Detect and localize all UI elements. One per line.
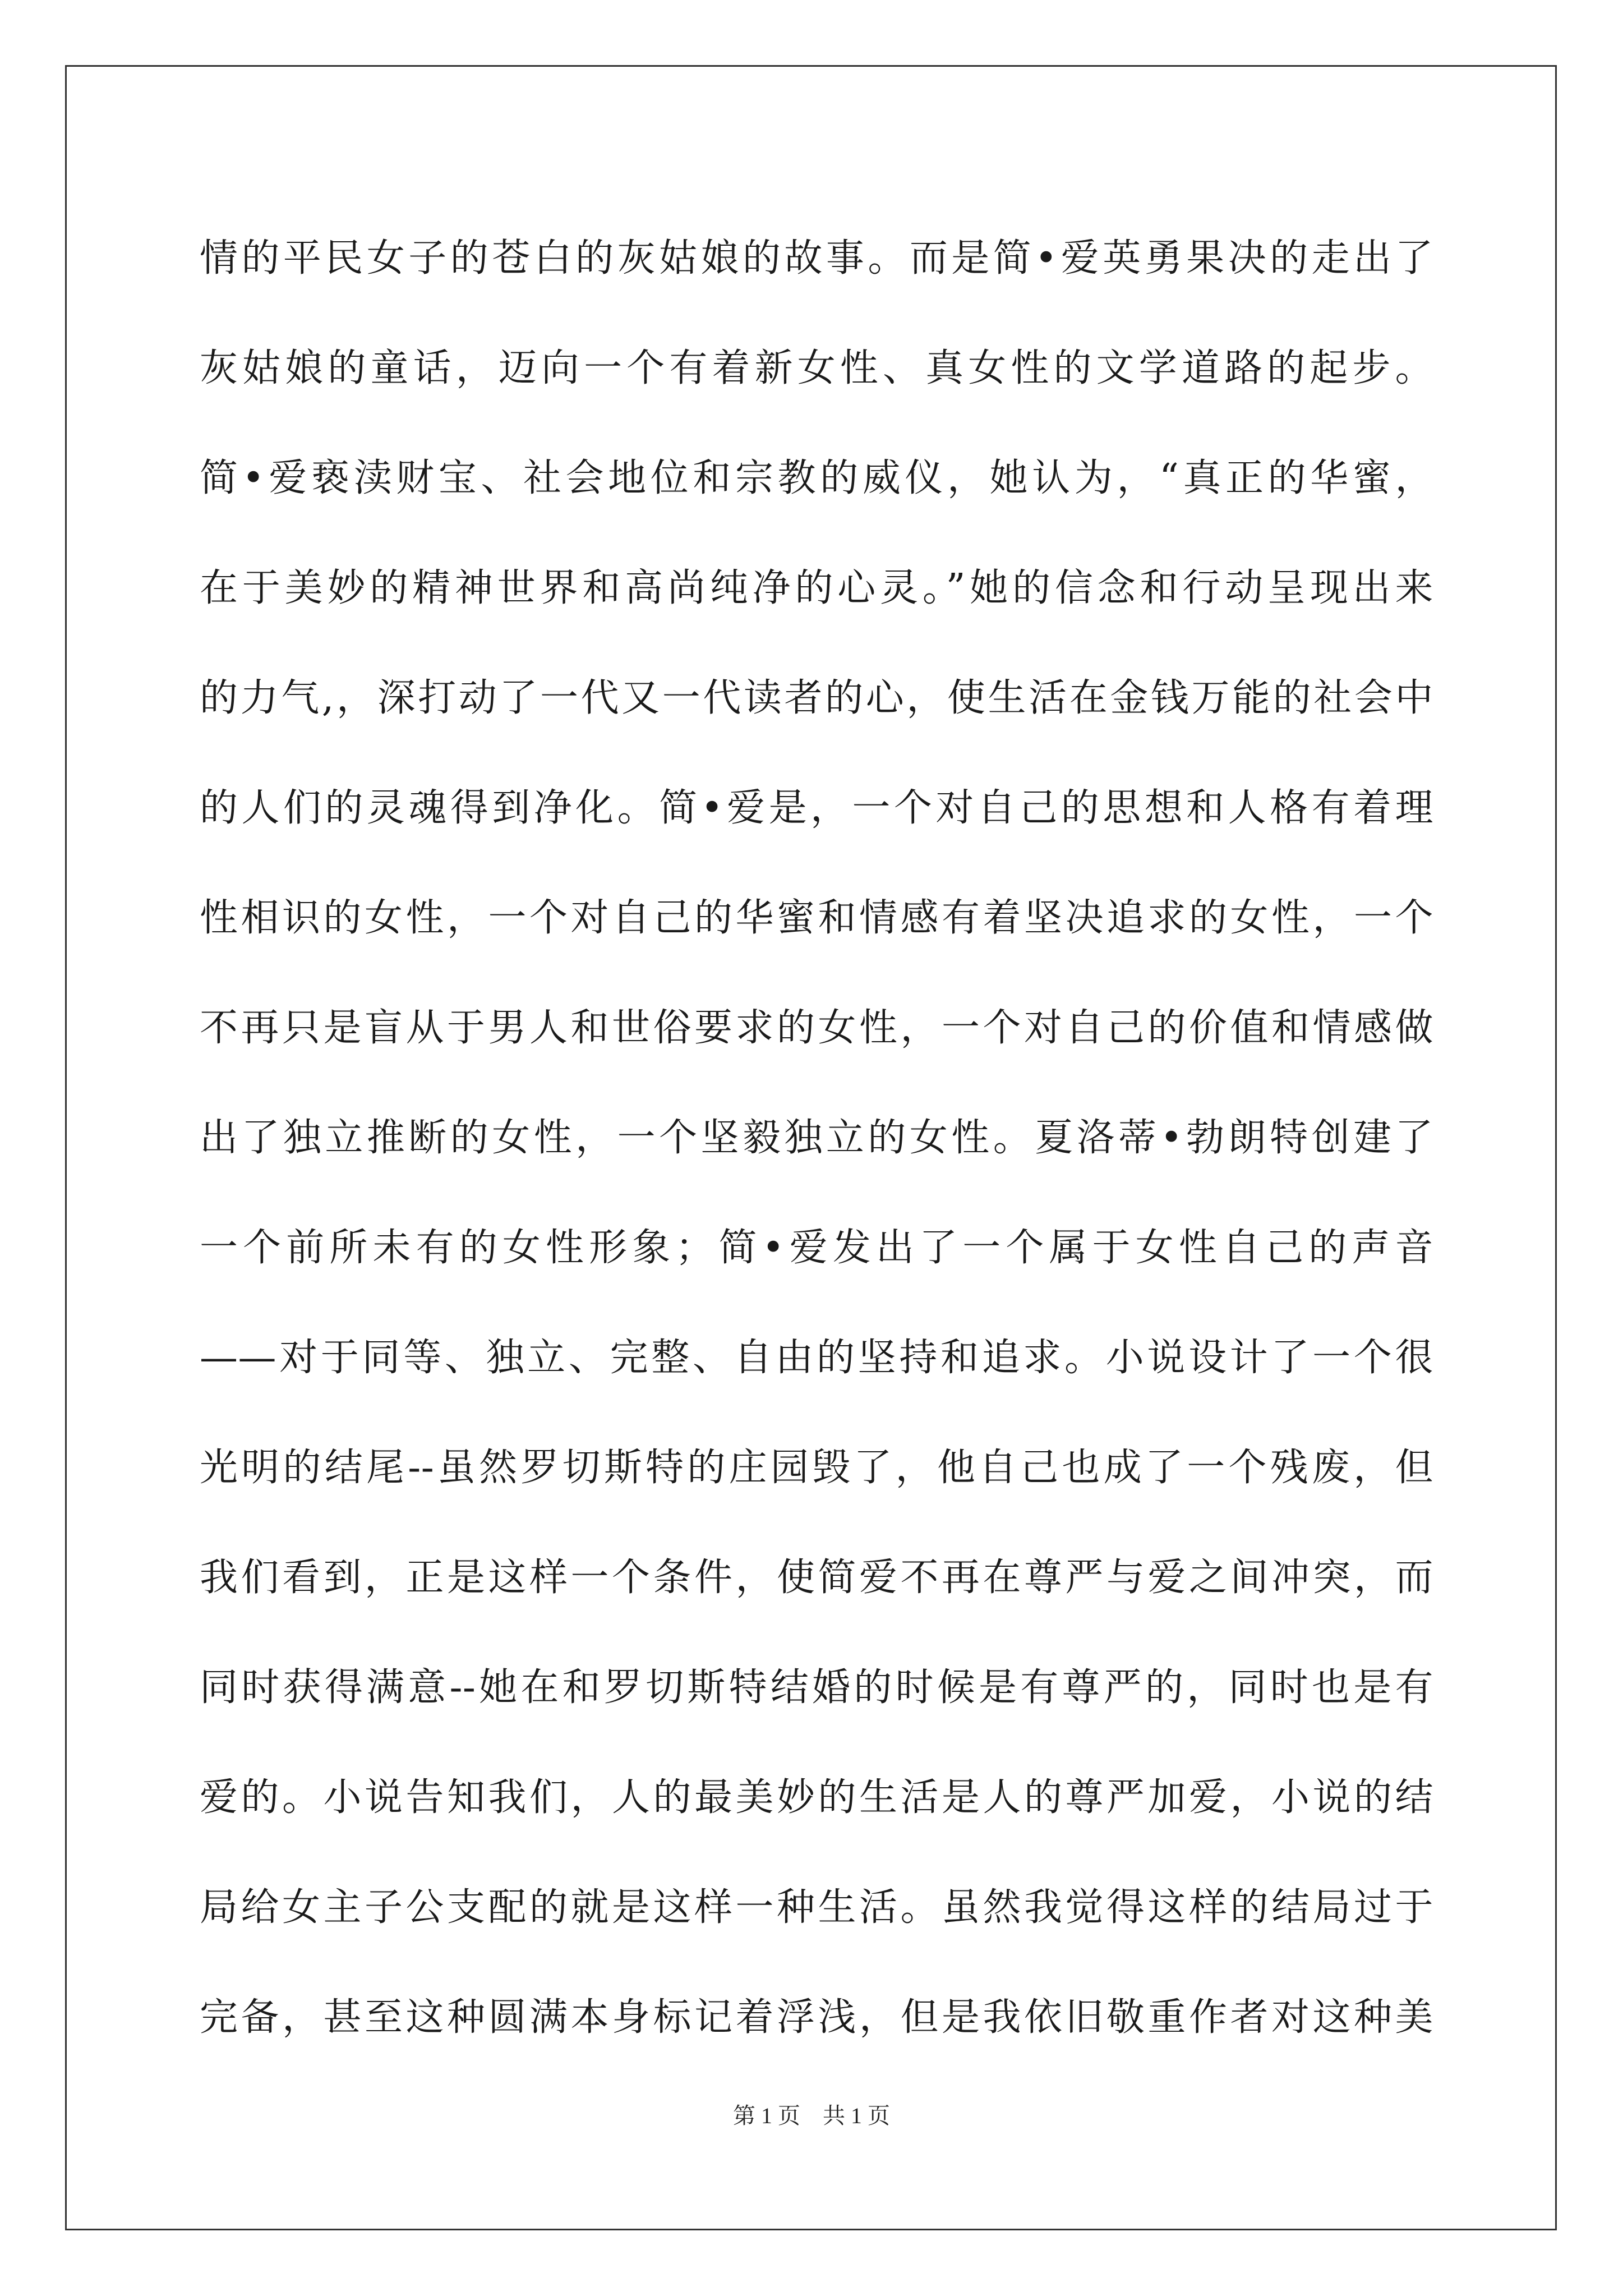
text-line: 完备，甚至这种圆满本身标记着浮浅，但是我依旧敬重作者对这种美 xyxy=(200,1995,1433,2040)
text-line: 同时获得满意--她在和罗切斯特结婚的时候是有尊严的，同时也是有 xyxy=(200,1665,1433,1710)
text-line: ——对于同等、独立、完整、自由的坚持和追求。小说设计了一个很 xyxy=(200,1336,1433,1380)
text-line: 我们看到，正是这样一个条件，使简爱不再在尊严与爱之间冲突，而 xyxy=(200,1556,1433,1600)
text-line: 局给女主子公支配的就是这样一种生活。虽然我觉得这样的结局过于 xyxy=(200,1885,1433,1930)
text-line: 性相识的女性，一个对自己的华蜜和情感有着坚决追求的女性，一个 xyxy=(200,896,1433,940)
text-line: 简•爱亵渎财宝、社会地位和宗教的威仪，她认为，“真正的华蜜， xyxy=(200,456,1433,500)
text-line: 的力气,，深打动了一代又一代读者的心，使生活在金钱万能的社会中 xyxy=(200,676,1433,720)
page-footer: 第 1 页 共 1 页 xyxy=(733,2103,890,2128)
text-line: 光明的结尾--虽然罗切斯特的庄园毁了，他自己也成了一个残废，但 xyxy=(200,1446,1433,1490)
text-line: 的人们的灵魂得到净化。简•爱是，一个对自己的思想和人格有着理 xyxy=(200,786,1433,830)
text-line: 在于美妙的精神世界和高尚纯净的心灵。”她的信念和行动呈现出来 xyxy=(200,566,1433,610)
text-line: 爱的。小说告知我们，人的最美妙的生活是人的尊严加爱，小说的结 xyxy=(200,1775,1433,1820)
text-line: 不再只是盲从于男人和世俗要求的女性，一个对自己的价值和情感做 xyxy=(200,1006,1433,1050)
text-line: 出了独立推断的女性，一个坚毅独立的女性。夏洛蒂•勃朗特创建了 xyxy=(200,1116,1433,1160)
text-line: 情的平民女子的苍白的灰姑娘的故事。而是简•爱英勇果决的走出了 xyxy=(200,236,1433,280)
text-line: 一个前所未有的女性形象；简•爱发出了一个属于女性自己的声音 xyxy=(200,1226,1433,1270)
document-body xyxy=(200,204,1433,2073)
text-line: 灰姑娘的童话，迈向一个有着新女性、真女性的文学道路的起步。 xyxy=(200,346,1433,390)
